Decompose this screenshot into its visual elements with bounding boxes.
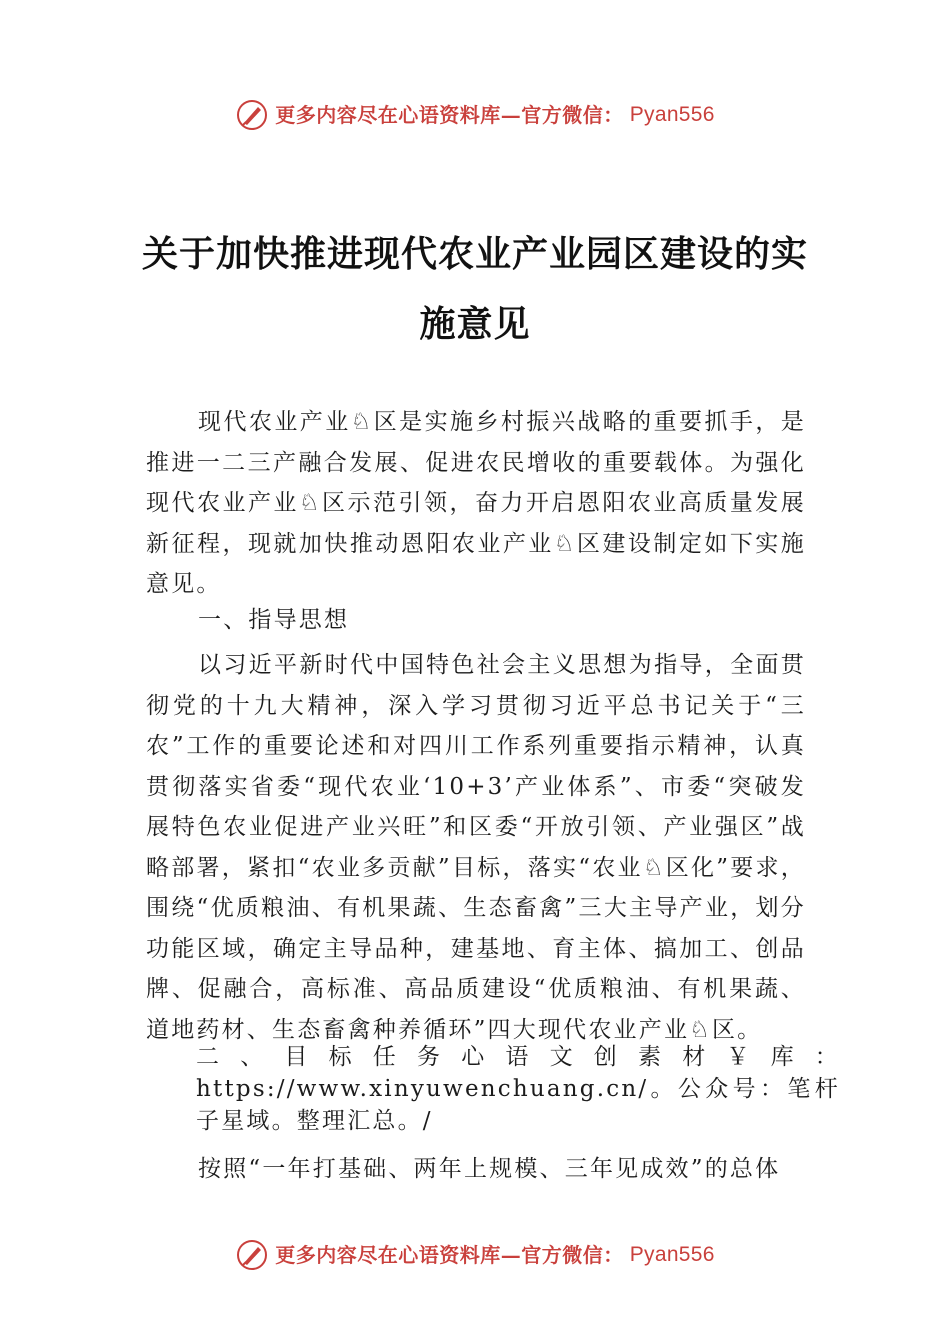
watermark-footer: [0, 1238, 950, 1272]
quill-logo-icon: [235, 98, 269, 132]
watermark-text: 更多内容尽在心语资料库—官方微信：: [275, 103, 624, 127]
watermark-text: 更多内容尽在心语资料库—官方微信：: [275, 1243, 624, 1267]
section-1-heading: 一、指导思想: [198, 607, 350, 633]
section-1-paragraph: 以习近平新时代中国特色社会主义思想为指导，全面贯彻党的十九大精神，深入学习贯彻习近平总书记关于“三农”工作的重要论述和对四川工作系列重要指示精神，认真贯彻落实省委“现代农业‘10+3’产业体系”、市委“突破发展特色农业促进产业兴旺”和区委“开放引领、产业强区”战略部署，紧扣“农业多贡献”目标，落实“农业♘区化”要求， 围绕“优质粮油、有机果蔬、生态畜禽”三大主导产业，划分功能区域，确定主导品种，建基地、育主体、搞加工、创品牌、促融合，高标准、高品质建设“优质粮油、有机果蔬、道地药材、生态畜禽种养循环”四大现代农业产业♘区。: [146, 652, 806, 1043]
watermark-wechat-id: Pyan556: [629, 1243, 715, 1266]
watermark-wechat-id: Pyan556: [629, 103, 715, 126]
intro-paragraph: 现代农业产业♘区是实施乡村振兴战略的重要抓手，是推进一二三产融合发展、促进农民增收的重要载体。为强化现代农业产业♘区示范引领，奋力开启恩阳农业高质量发展新征程，现就加快推动恩阳农业产业♘区建设制定如下实施意见。: [146, 409, 806, 597]
quill-logo-icon: [235, 1238, 269, 1272]
title-line-2: 施意见: [419, 304, 531, 345]
title-line-1: 关于加快推进现代农业产业园区建设的实: [141, 234, 808, 275]
section-2-heading: 二、目标任务心语文创素材￥库：https://www.xinyuwenchuang.cn/。公众号：笔杆子星域。整理汇总。/: [196, 1044, 840, 1134]
section-2-paragraph: 按照“一年打基础、两年上规模、三年见成效”的总体: [198, 1156, 781, 1182]
document-title: [140, 220, 810, 360]
watermark-header: [0, 98, 950, 132]
